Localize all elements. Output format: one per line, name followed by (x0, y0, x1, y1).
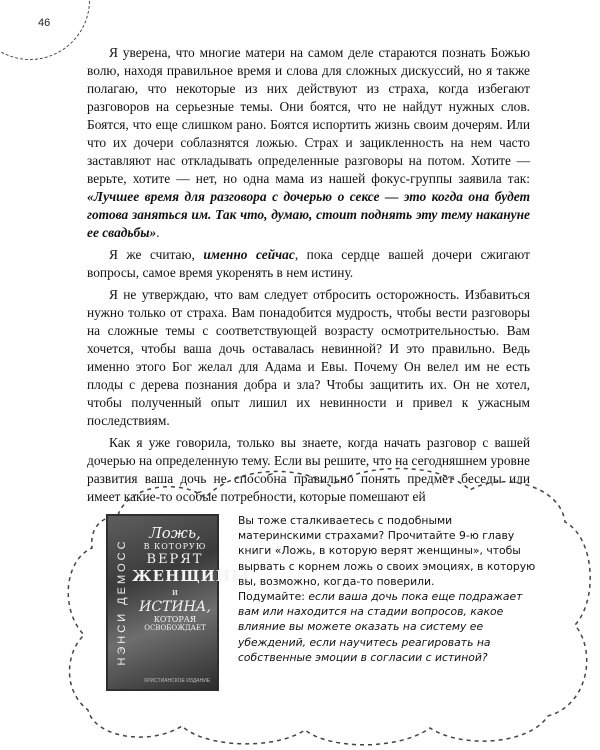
paragraph-text: Я уверена, что многие матери на самом деле стараются познать Божью волю, находя правильное время и слова для сложных дискуссий, но я также полагаю, что некоторые из них действуют из страха, когда избегают разговоров на серьезные темы. Они боятся, что не найдут нужных слов. Боятся, что еще слишком рано. Боятся испортить жизнь своим дочерям. Или что их дочери соблазнятся ложью. Страх и зацикленность на нем часто заставляют нас откладывать определенные разговоры на потом. Хотите — верьте, хотите — нет, но одна мама из нашей фокус-группы заявила так: (87, 45, 530, 186)
book-title-line: КОТОРАЯ (153, 615, 197, 624)
book-title-line: В КОТОРУЮ (143, 542, 207, 551)
book-title-line: и (172, 588, 178, 598)
callout-intro: Вы тоже сталкиваетесь с подобными материнскими страхами? Прочитайте 9-ю главу книги «Ложь, в которую верят женщины», чтобы вырвать с корнем ложь о своих эмоциях, в которую вы, возможно, когда-то поверили. (238, 514, 536, 588)
page-number: 46 (38, 17, 51, 29)
paragraph: Я не утверждаю, что вам следует отбросить осторожность. Избавиться нужно только от страха. Вам понадобится мудрость, чтобы вести разговоры на сложные темы с соответствующей возрасту осмотрительностью. Вам хочется, чтобы ваша дочь оставалась невинной? И это правильно. Ведь именно этого Бог желал для Адама и Евы. Почему Он велел им не есть плоды с дерева познания добра и зла? Чтобы защитить их. Он не хотел, чтобы полученный опыт лишил их невинности и привел к ужасным последствиям. (87, 287, 530, 428)
book-title-line: ИСТИНА, (139, 599, 211, 615)
emphasis: именно сейчас (203, 247, 295, 262)
callout-text (238, 513, 538, 665)
book-title (132, 524, 257, 632)
paragraph (87, 44, 530, 242)
book-cover (106, 514, 257, 691)
paragraph (87, 246, 530, 282)
book-title-line: ЖЕНЩИНЫ, (132, 567, 257, 585)
paragraph: Как я уже говорила, только вы знаете, когда начать разговор с вашей дочерью на определенную тему. Если вы решите, что на сегодняшнем уровне развития ваша дочь не способна правильно понять предмет беседы или имеет какие-то особые потребности, которые помешают ей (87, 435, 530, 504)
callout-think-question: если ваша дочь пока еще подражает вам или находится на стадии вопросов, какое влияние вы можете оказать на систему ее убеждений, если научитесь реагировать на собственные эмоции в согласии с истиной? (238, 590, 523, 664)
quote: «Лучшее время для разговора с дочерью о сексе — это когда она будет готова заняться им. Так что, думаю, стоит поднять эту тему накануне ее свадьбы» (87, 189, 530, 240)
main-text (87, 44, 530, 506)
paragraph-end: . (156, 225, 160, 240)
book-title-line: ВЕРЯТ (146, 552, 204, 567)
paragraph-text: Я же считаю, (109, 247, 204, 262)
book-title-line: ОСВОБОЖДАЕТ (144, 624, 206, 632)
page-corner-decoration (0, 0, 90, 60)
book-publisher: ХРИСТИАНСКОЕ ИЗДАНИЕ (143, 678, 211, 684)
book-author: НЭНСИ ДЕМОСС (116, 538, 128, 666)
callout-question (238, 589, 538, 665)
book-title-line: Ложь, (149, 524, 201, 542)
callout-think-label: Подумайте: (238, 590, 309, 604)
paragraph-text: , пока сердце вашей дочери сжигают вопросы, самое время укоренять в нем истину. (87, 247, 530, 280)
